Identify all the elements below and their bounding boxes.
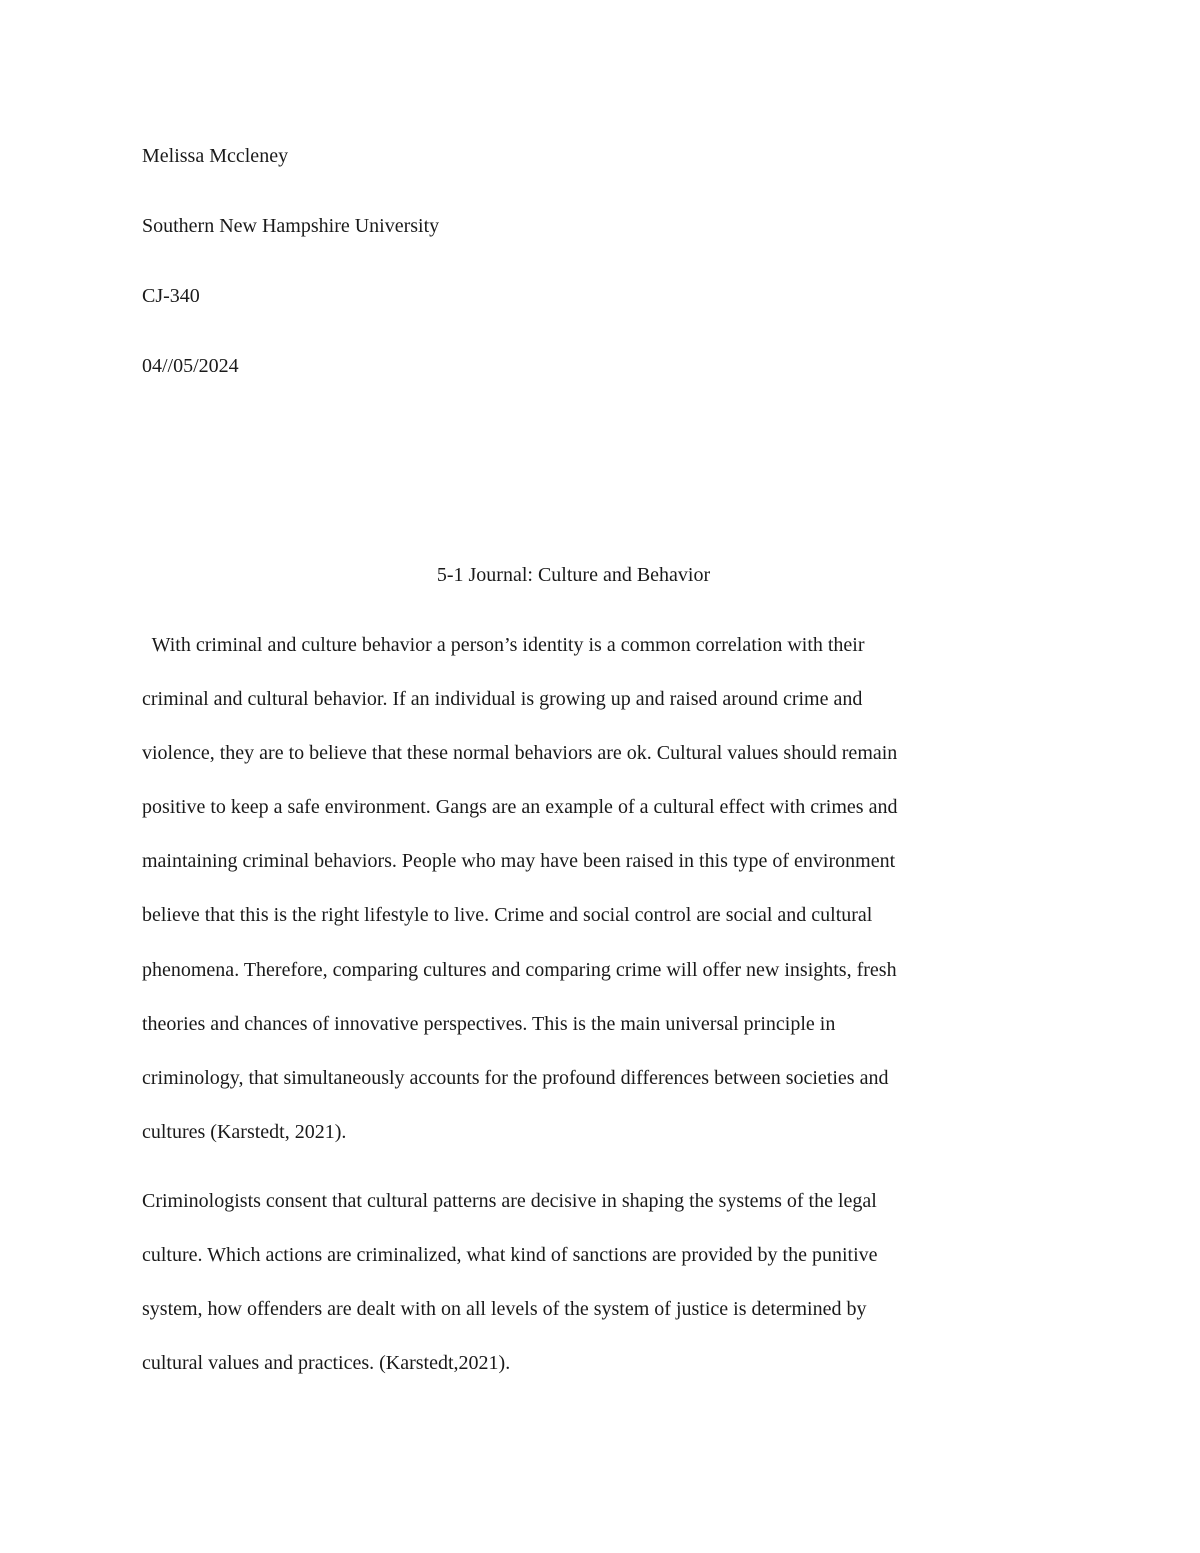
- paragraph-line: violence, they are to believe that these normal behaviors are ok. Cultural values should remain: [142, 742, 898, 764]
- author-name: Melissa Mccleney: [142, 145, 289, 167]
- document-title: 5-1 Journal: Culture and Behavior: [436, 564, 711, 586]
- paragraph-line: system, how offenders are dealt with on all levels of the system of justice is determined by: [142, 1298, 867, 1320]
- paragraph-line: criminology, that simultaneously accounts for the profound differences between societies and: [142, 1067, 889, 1089]
- paragraph-line: believe that this is the right lifestyle to live. Crime and social control are social and cultural: [142, 904, 873, 926]
- document-date: 04//05/2024: [142, 355, 239, 377]
- paragraph-line: positive to keep a safe environment. Gangs are an example of a cultural effect with crimes and: [142, 796, 898, 818]
- institution-name: Southern New Hampshire University: [142, 215, 440, 237]
- paragraph-line: With criminal and culture behavior a person’s identity is a common correlation with their: [142, 634, 865, 656]
- paragraph-line: cultures (Karstedt, 2021).: [142, 1121, 347, 1143]
- paragraph-line: maintaining criminal behaviors. People who may have been raised in this type of environment: [142, 850, 896, 872]
- paragraph-line: criminal and cultural behavior. If an individual is growing up and raised around crime and: [142, 688, 863, 710]
- paragraph-line: theories and chances of innovative perspectives. This is the main universal principle in: [142, 1013, 836, 1035]
- paragraph-line: phenomena. Therefore, comparing cultures and comparing crime will offer new insights, fresh: [142, 959, 897, 981]
- paragraph-line: Criminologists consent that cultural patterns are decisive in shaping the systems of the legal: [142, 1190, 877, 1212]
- paragraph-line: culture. Which actions are criminalized, what kind of sanctions are provided by the punitive: [142, 1244, 878, 1266]
- course-code: CJ-340: [142, 285, 200, 307]
- paragraph-line: cultural values and practices. (Karstedt,2021).: [142, 1352, 511, 1374]
